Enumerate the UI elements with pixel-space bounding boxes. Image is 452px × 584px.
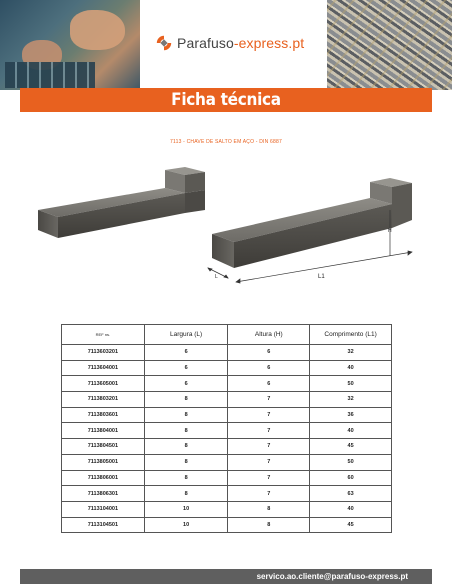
cell-width: 8 xyxy=(144,470,228,486)
cell-length: 40 xyxy=(310,423,392,439)
dim-label-length: L1 xyxy=(318,274,325,280)
cell-width: 6 xyxy=(144,376,228,392)
table-row xyxy=(62,392,392,408)
col-header-ref: REF ns. xyxy=(62,325,145,345)
cell-length: 40 xyxy=(310,501,392,517)
cell-length: 32 xyxy=(310,345,392,361)
col-header-height: Altura (H) xyxy=(228,325,310,345)
table-row xyxy=(62,517,392,533)
cell-height: 7 xyxy=(228,470,310,486)
cell-ref: 7113806301 xyxy=(62,486,145,502)
cell-length: 50 xyxy=(310,376,392,392)
table-row xyxy=(62,486,392,502)
table-row xyxy=(62,501,392,517)
brand-name-accent: -express.pt xyxy=(233,35,305,51)
hands-tools-photo xyxy=(0,0,140,90)
table-row xyxy=(62,470,392,486)
table-row xyxy=(62,407,392,423)
product-drawing xyxy=(20,160,432,310)
key-diagram-right xyxy=(212,178,412,268)
cell-ref: 7113803201 xyxy=(62,392,145,408)
cell-length: 36 xyxy=(310,407,392,423)
cell-width: 6 xyxy=(144,360,228,376)
cell-height: 8 xyxy=(228,501,310,517)
key-photo-left xyxy=(38,167,205,238)
table-row xyxy=(62,423,392,439)
logo-mark-icon xyxy=(155,34,173,52)
cell-ref: 7113804001 xyxy=(62,423,145,439)
contact-email-link[interactable]: servico.ao.cliente@parafuso-express.pt xyxy=(256,572,408,581)
cell-ref: 7113603201 xyxy=(62,345,145,361)
table-header-row xyxy=(62,325,392,345)
cell-length: 63 xyxy=(310,486,392,502)
cell-ref: 7113805001 xyxy=(62,454,145,470)
cell-height: 7 xyxy=(228,392,310,408)
cell-ref: 7113803601 xyxy=(62,407,145,423)
cell-height: 7 xyxy=(228,407,310,423)
cell-height: 7 xyxy=(228,454,310,470)
dim-label-width: L xyxy=(215,274,218,280)
table-row xyxy=(62,376,392,392)
cell-width: 8 xyxy=(144,439,228,455)
title-bar xyxy=(20,88,432,112)
cell-height: 7 xyxy=(228,486,310,502)
table-row xyxy=(62,345,392,361)
page-title: Ficha técnica xyxy=(171,90,281,110)
cell-height: 6 xyxy=(228,345,310,361)
cell-width: 8 xyxy=(144,407,228,423)
cell-width: 10 xyxy=(144,517,228,533)
cell-length: 45 xyxy=(310,517,392,533)
header-banner xyxy=(0,0,452,90)
cell-width: 8 xyxy=(144,454,228,470)
cell-width: 8 xyxy=(144,392,228,408)
cell-ref: 7113604001 xyxy=(62,360,145,376)
footer-bar xyxy=(20,569,432,584)
cell-height: 6 xyxy=(228,360,310,376)
cell-length: 50 xyxy=(310,454,392,470)
brand-logo[interactable] xyxy=(155,34,304,52)
screws-photo xyxy=(327,0,452,90)
cell-height: 7 xyxy=(228,423,310,439)
cell-height: 6 xyxy=(228,376,310,392)
cell-width: 8 xyxy=(144,486,228,502)
dim-label-height: H xyxy=(388,228,392,234)
brand-name: Parafuso xyxy=(177,35,234,51)
cell-height: 8 xyxy=(228,517,310,533)
table-row xyxy=(62,454,392,470)
cell-length: 32 xyxy=(310,392,392,408)
cell-ref: 7113806001 xyxy=(62,470,145,486)
cell-ref: 7113104501 xyxy=(62,517,145,533)
cell-length: 60 xyxy=(310,470,392,486)
cell-ref: 7113804501 xyxy=(62,439,145,455)
spec-table xyxy=(61,324,392,533)
cell-width: 8 xyxy=(144,423,228,439)
cell-width: 10 xyxy=(144,501,228,517)
cell-height: 7 xyxy=(228,439,310,455)
cell-length: 40 xyxy=(310,360,392,376)
col-header-width: Largura (L) xyxy=(144,325,228,345)
col-header-length: Comprimento (L1) xyxy=(310,325,392,345)
product-subtitle: 7113 - CHAVE DE SALTO EM AÇO - DIN 6887 xyxy=(170,139,282,145)
cell-ref: 7113104001 xyxy=(62,501,145,517)
cell-length: 45 xyxy=(310,439,392,455)
cell-width: 6 xyxy=(144,345,228,361)
cell-ref: 7113605001 xyxy=(62,376,145,392)
table-row xyxy=(62,360,392,376)
table-row xyxy=(62,439,392,455)
